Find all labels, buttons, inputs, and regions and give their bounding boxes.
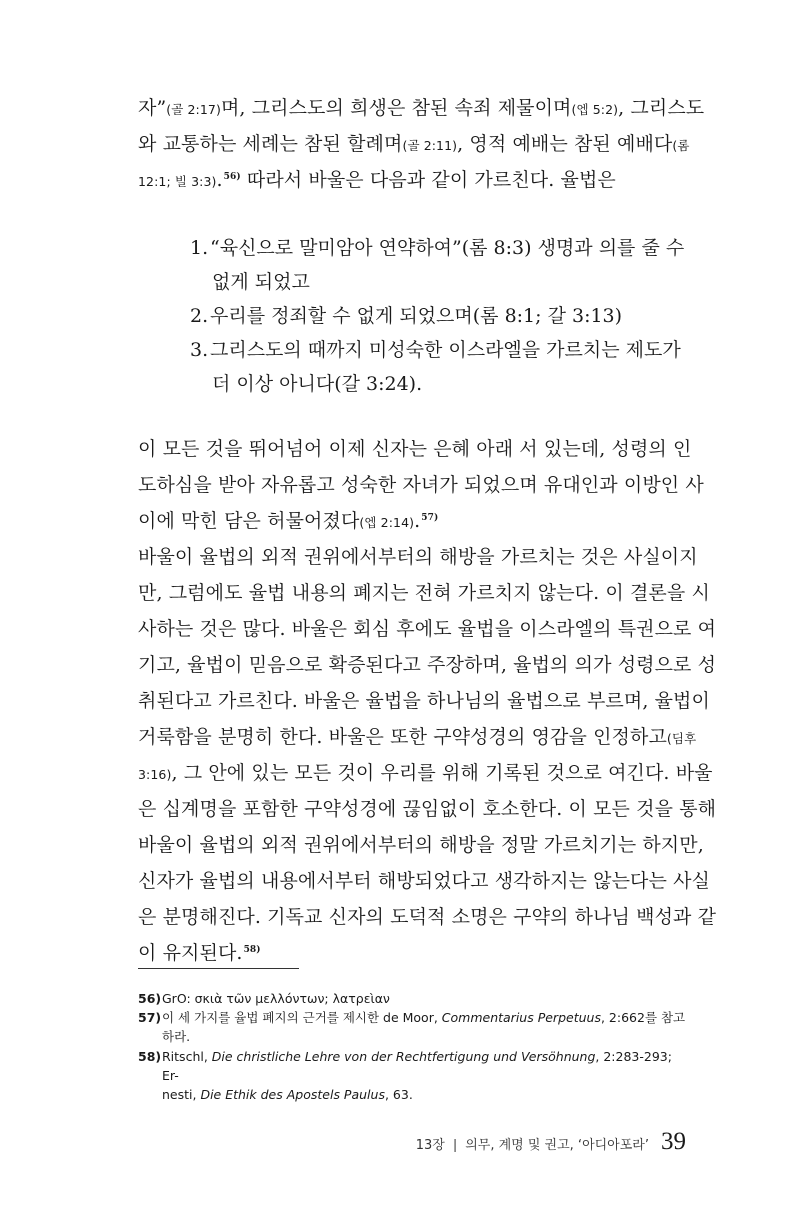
body-line: [138, 166, 686, 196]
footnote-number: 57): [138, 1010, 162, 1025]
body-line: 만, 그럼에도 율법 내용의 폐지는 전혀 가르치지 않는다. 이 결론을 시: [138, 582, 710, 604]
text: , 영적 예배는 참된 예배다: [457, 133, 673, 155]
list-number: 1.: [190, 237, 209, 259]
body-line: 사하는 것은 많다. 바울은 회심 후에도 율법을 이스라엘의 특권으로 여: [138, 618, 717, 640]
page-number: 39: [661, 1128, 686, 1155]
body-line: [138, 939, 686, 967]
body-line: 바울이 율법의 외적 권위에서부터의 해방을 정말 가르치기는 하지만,: [138, 834, 704, 856]
scripture-ref: 3:16): [138, 767, 172, 782]
body-line: 도하심을 받아 자유롭고 성숙한 자녀가 되었으며 유대인과 이방인 사: [138, 474, 704, 496]
list-item: [190, 302, 622, 330]
list-item: [190, 234, 684, 262]
body-line: 바울이 율법의 외적 권위에서부터의 해방을 가르치는 것은 사실이지: [138, 546, 698, 568]
text: 와 교통하는 세례는 참된 할례며: [138, 133, 403, 155]
footnote-text: 이 세 가지를 율법 폐지의 근거를 제시한 de Moor, Commentarius Perpetuus, 2:662를 참고 하라.: [162, 1010, 686, 1044]
body-line: [138, 507, 686, 537]
chapter-label: 13장: [415, 1138, 445, 1153]
scripture-ref: (골 2:11): [402, 138, 458, 153]
text: 거룩함을 분명히 한다. 바울은 또한 구약성경의 영감을 인정하고: [138, 726, 667, 748]
body-line: [138, 759, 713, 789]
scripture-ref: (엡 2:14): [359, 515, 415, 530]
scripture-ref: (롬: [672, 138, 690, 153]
body-line: 기고, 율법이 믿음으로 확증된다고 주장하며, 율법의 의가 성령으로 성: [138, 654, 717, 676]
list-number: 3.: [190, 339, 209, 361]
body-line: 취된다고 가르친다. 바울은 율법을 하나님의 율법으로 부르며, 율법이: [138, 690, 710, 712]
footer-separator: |: [452, 1138, 458, 1153]
scripture-ref: 12:1; 빌 3:3): [138, 174, 217, 189]
text: 이 유지된다.: [138, 942, 243, 964]
list-text: 그리스도의 때까지 미성숙한 이스라엘을 가르치는 제도가: [210, 339, 681, 361]
footnote: [138, 989, 686, 1008]
page-footer: [416, 1128, 686, 1156]
footnote-marker: 58): [243, 944, 261, 955]
scripture-ref: (엡 5:2): [571, 102, 619, 117]
footnote-divider: [138, 968, 299, 969]
footnote-text: Ritschl, Die christliche Lehre von der Rechtfertigung und Versöhnung, 2:283-293; Er- nesti, Die Ethik des Apostels Paulus, 63.: [162, 1049, 672, 1102]
text: 며, 그리스도의 희생은 참된 속죄 제물이며: [220, 97, 572, 119]
list-text: 우리를 정죄할 수 없게 되었으며(롬 8:1; 갈 3:13): [210, 305, 623, 327]
text: 자”: [138, 97, 167, 119]
chapter-title: 의무, 계명 및 권고, ‘아디아포라’: [465, 1138, 649, 1153]
footnote: [138, 1008, 686, 1046]
footnote-marker: 56): [223, 171, 241, 182]
text: , 그리스도: [618, 97, 705, 119]
body-line: 은 십계명을 포함한 구약성경에 끊임없이 호소한다. 이 모든 것을 통해: [138, 798, 717, 820]
list-item-continuation: 없게 되었고: [212, 271, 310, 293]
list-text: “육신으로 말미암아 연약하여”(롬 8:3) 생명과 의를 줄 수: [210, 237, 685, 259]
footnote-text: GrO: σκιὰ τῶν μελλόντων; λατρεὶαν: [162, 991, 390, 1006]
body-line: 신자가 율법의 내용에서부터 해방되었다고 생각하지는 않는다는 사실: [138, 870, 711, 892]
footnote-marker: 57): [421, 512, 439, 523]
footnote-number: 56): [138, 991, 162, 1006]
footnote-number: 58): [138, 1049, 162, 1064]
body-line: [138, 94, 705, 124]
text: .: [414, 510, 421, 532]
footnote: [138, 1047, 686, 1104]
scripture-ref: (딤후: [666, 731, 697, 746]
body-line: [138, 130, 690, 160]
body-line: 이 모든 것을 뛰어넘어 이제 신자는 은혜 아래 서 있는데, 성령의 인: [138, 438, 692, 460]
list-item-continuation: 더 이상 아니다(갈 3:24).: [212, 373, 423, 395]
text: 이에 막힌 담은 허물어졌다: [138, 510, 360, 532]
text: .: [216, 169, 223, 191]
body-line: [138, 723, 697, 753]
list-item: [190, 336, 681, 364]
body-line: 은 분명해진다. 기독교 신자의 도덕적 소명은 구약의 하나님 백성과 같: [138, 906, 717, 928]
text: , 그 안에 있는 모든 것이 우리를 위해 기록된 것으로 여긴다. 바울: [171, 762, 713, 784]
scripture-ref: (골 2:17): [166, 102, 221, 117]
text: 따라서 바울은 다음과 같이 가르친다. 율법은: [240, 169, 616, 191]
list-number: 2.: [190, 305, 209, 327]
